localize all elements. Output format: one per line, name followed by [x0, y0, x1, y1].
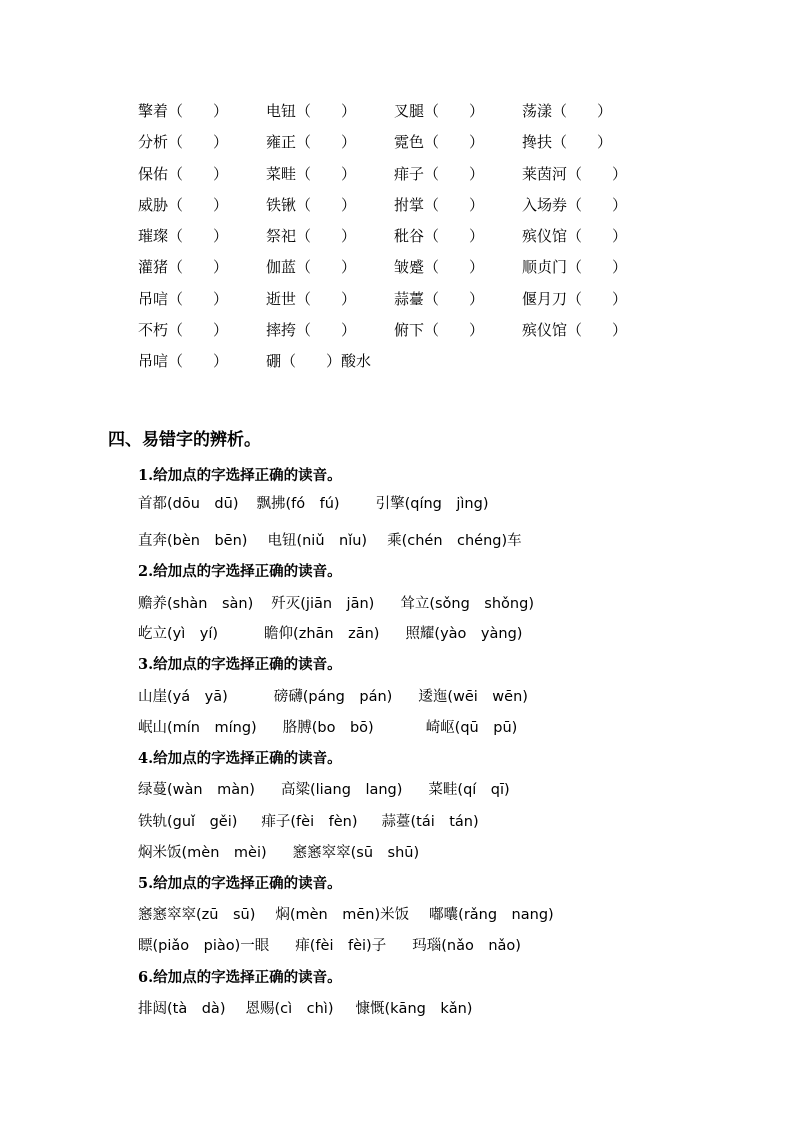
- pinyin-choice: 排闼(tà dà): [138, 1001, 226, 1017]
- grid-row: [138, 315, 650, 346]
- question-line: [138, 778, 510, 799]
- question-line: [138, 997, 472, 1018]
- question-line: [138, 492, 488, 513]
- grid-cell: 逝世（ ）: [266, 289, 357, 308]
- grid-cell: 偃月刀（ ）: [522, 289, 628, 308]
- grid-cell: 俯下（ ）: [394, 321, 485, 340]
- grid-cell: 摔挎（ ）: [266, 321, 357, 340]
- grid-cell: 电钮（ ）: [266, 102, 357, 120]
- grid-cell: 拊掌（ ）: [394, 195, 485, 214]
- question-line: [138, 529, 522, 550]
- grid-cell: 雍正（ ）: [266, 133, 357, 152]
- question-title: 3.给加点的字选择正确的读音。: [138, 656, 342, 673]
- grid-cell: 入场券（ ）: [522, 195, 628, 214]
- grid-cell: 擎着（ ）: [138, 102, 229, 120]
- pinyin-choice: 胳膊(bo bō): [282, 720, 374, 736]
- pinyin-choice: 焖(mèn mēn)米饭: [275, 907, 410, 923]
- pinyin-choice: 瞟(piǎo piào)一眼: [138, 938, 270, 954]
- grid-cell: 吊唁（ ）: [138, 289, 229, 308]
- section-title: 四、易错字的辨析。: [108, 430, 261, 450]
- grid-cell: 分析（ ）: [138, 133, 229, 152]
- pinyin-choice: 窸窸窣窣(sū shū): [292, 845, 420, 861]
- pinyin-choice: 窸窸窣窣(zū sū): [138, 907, 256, 923]
- grid-cell: 殡仪馆（ ）: [522, 321, 628, 340]
- question-line: [138, 622, 522, 643]
- pinyin-choice: 耸立(sǒng shǒng): [400, 596, 534, 612]
- pinyin-choice: 崎岖(qū pū): [425, 720, 518, 736]
- grid-cell: 璀璨（ ）: [138, 227, 229, 246]
- pinyin-choice: 铁轨(guǐ gěi): [138, 814, 238, 830]
- pinyin-choice: 岷山(mín míng): [138, 720, 257, 736]
- pinyin-choice: 痱(fèi fèi)子: [295, 938, 387, 954]
- grid-cell: 霓色（ ）: [394, 133, 485, 152]
- pinyin-choice: 高粱(liang lang): [280, 782, 403, 798]
- grid-row: [138, 252, 650, 283]
- grid-cell: 硼（ ）酸水: [266, 352, 372, 371]
- grid-cell: 吊唁（ ）: [138, 352, 229, 371]
- pinyin-choice: 玛瑙(nǎo nǎo): [412, 938, 521, 954]
- question-line: [138, 903, 554, 924]
- pinyin-choice: 照耀(yào yàng): [405, 626, 523, 642]
- pinyin-choice: 飘拂(fó fú): [256, 496, 340, 512]
- grid-row: [138, 190, 650, 221]
- pinyin-choice: 乘(chén chéng)车: [387, 533, 522, 549]
- pinyin-choice: 绿蔓(wàn màn): [138, 782, 255, 798]
- grid-cell: 伽蓝（ ）: [266, 258, 357, 277]
- question-title: 6.给加点的字选择正确的读音。: [138, 969, 342, 986]
- question-title: 4.给加点的字选择正确的读音。: [138, 750, 342, 767]
- grid-cell: 菜畦（ ）: [266, 164, 357, 183]
- grid-cell: 顺贞门（ ）: [522, 258, 628, 277]
- pinyin-choice: 嘟囔(rǎng nang): [429, 907, 554, 923]
- grid-row: [138, 346, 650, 377]
- pinyin-choice: 恩赐(cì chì): [245, 1001, 334, 1017]
- pinyin-choice: 屹立(yì yí): [138, 626, 219, 642]
- pinyin-choice: 蒜薹(tái tán): [381, 814, 479, 830]
- pinyin-choice: 慷慨(kāng kǎn): [355, 1001, 473, 1017]
- pinyin-choice: 直奔(bèn bēn): [138, 533, 248, 549]
- grid-cell: 秕谷（ ）: [394, 227, 485, 246]
- pinyin-choice: 引擎(qíng jìng): [375, 496, 489, 512]
- grid-row: [138, 284, 650, 315]
- grid-cell: 皱蹙（ ）: [394, 258, 485, 277]
- question-line: [138, 685, 528, 706]
- question-line: [138, 810, 479, 831]
- question-title: 1.给加点的字选择正确的读音。: [138, 467, 342, 484]
- pinyin-choice: 菜畦(qí qī): [428, 782, 510, 798]
- question-line: [138, 841, 419, 862]
- grid-row: [138, 221, 650, 252]
- grid-cell: 铁锹（ ）: [266, 195, 357, 214]
- pinyin-choice: 首都(dōu dū): [138, 496, 239, 512]
- grid-cell: 保佑（ ）: [138, 164, 229, 183]
- question-title: 5.给加点的字选择正确的读音。: [138, 875, 342, 892]
- pinyin-choice: 焖米饭(mèn mèi): [138, 845, 267, 861]
- grid-cell: 痱子（ ）: [394, 164, 485, 183]
- grid-cell: 叉腿（ ）: [394, 102, 485, 120]
- grid-cell: 祭祀（ ）: [266, 227, 357, 246]
- question-line: [138, 592, 534, 613]
- pinyin-choice: 痱子(fèi fèn): [261, 814, 358, 830]
- question-line: [138, 716, 517, 737]
- grid-cell: 威胁（ ）: [138, 195, 229, 214]
- pinyin-choice: 山崖(yá yā): [138, 689, 228, 705]
- pinyin-choice: 逶迤(wēi wēn): [418, 689, 528, 705]
- grid-cell: 不朽（ ）: [138, 321, 229, 340]
- pinyin-choice: 磅礴(páng pán): [273, 689, 393, 705]
- question-title: 2.给加点的字选择正确的读音。: [138, 563, 342, 580]
- pinyin-fill-grid: [138, 96, 650, 378]
- grid-cell: 殡仪馆（ ）: [522, 227, 628, 246]
- pinyin-choice: 电钮(niǔ nǐu): [267, 533, 368, 549]
- grid-row: [138, 159, 650, 190]
- pinyin-choice: 歼灭(jiān jān): [271, 596, 375, 612]
- grid-row: [138, 127, 650, 158]
- pinyin-choice: 赡养(shàn sàn): [138, 596, 254, 612]
- grid-row: [138, 96, 650, 127]
- grid-cell: 荡漾（ ）: [522, 102, 613, 120]
- question-line: [138, 934, 521, 955]
- grid-cell: 灌猪（ ）: [138, 258, 229, 277]
- grid-cell: 搀扶（ ）: [522, 133, 613, 152]
- pinyin-choice: 瞻仰(zhān zān): [264, 626, 380, 642]
- grid-cell: 蒜薹（ ）: [394, 289, 485, 308]
- grid-cell: 莱茵河（ ）: [522, 164, 628, 183]
